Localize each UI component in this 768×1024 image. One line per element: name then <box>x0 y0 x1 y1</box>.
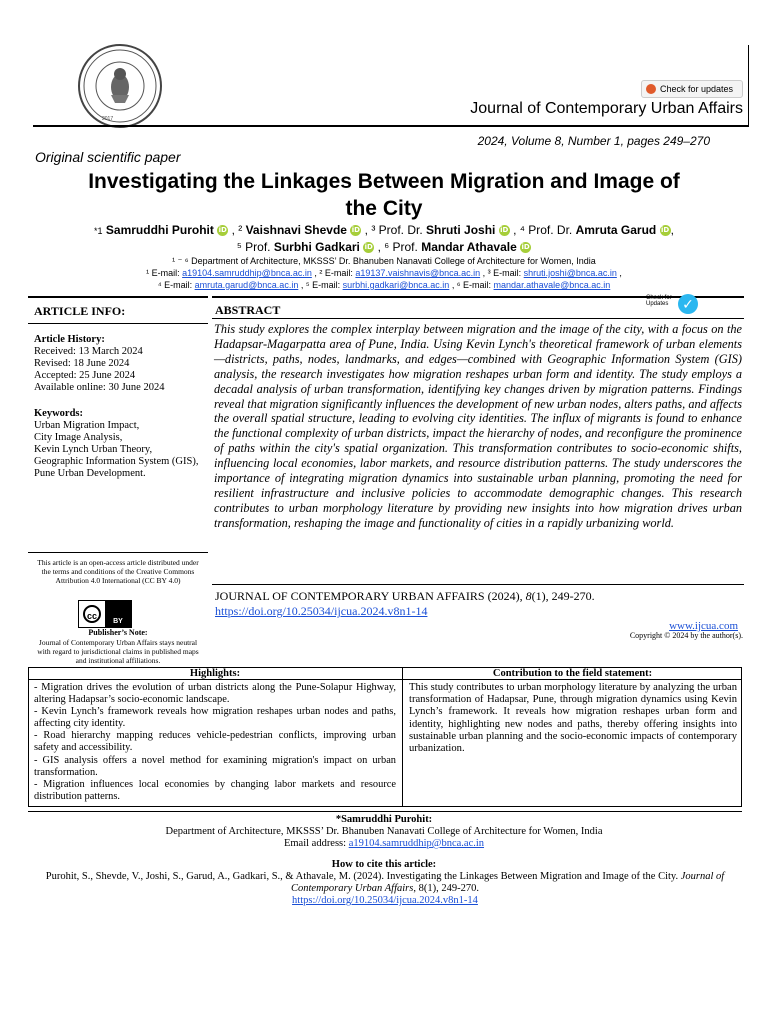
emails-line2 <box>0 280 768 290</box>
cc-by-badge[interactable] <box>78 600 132 628</box>
contribution-heading: Contribution to the field statement: <box>492 668 653 679</box>
publisher-note: Journal of Contemporary Urban Affairs stays neutral with regard to jurisdictional claims in published maps and institutional affiliations. <box>37 638 199 665</box>
abstract-rule <box>212 318 744 319</box>
crossmark-icon <box>646 84 656 94</box>
author5-prefix: ⁵ Prof. <box>236 240 271 254</box>
logo-year: 2017 <box>102 116 114 122</box>
keywords-heading: Keywords: <box>34 408 83 419</box>
citation-rule <box>212 584 744 585</box>
orcid-icon[interactable]: iD <box>364 243 373 252</box>
checkmark-icon: ✓ <box>678 294 698 314</box>
header-rule <box>33 125 749 127</box>
email2-label: , ² E-mail: <box>314 268 353 278</box>
issue-info: 2024, Volume 8, Number 1, pages 249–270 <box>477 134 710 148</box>
orcid-icon[interactable]: iD <box>521 243 530 252</box>
email-label: Email address: <box>283 838 347 849</box>
paper-title <box>0 168 768 222</box>
author3-prefix: , ³ Prof. Dr. <box>364 223 423 237</box>
accepted-date: Accepted: 25 June 2024 <box>34 370 136 381</box>
author2-prefix: , ² <box>231 223 243 237</box>
citation-doi-link[interactable]: https://doi.org/10.25034/ijcua.2024.v8n1-14 <box>215 604 428 618</box>
abstract-heading: ABSTRACT <box>215 303 281 317</box>
journal-seal-icon <box>81 47 159 125</box>
email6-label: , ⁶ E-mail: <box>451 280 492 290</box>
received-date: Received: 13 March 2024 <box>34 346 143 357</box>
paper-title-line1: Investigating the Linkages Between Migration and Image of <box>88 170 680 193</box>
check-for-updates-mini[interactable] <box>646 295 702 312</box>
highlight-item: - Road hierarchy mapping reduces vehicle-pedestrian conflicts, improving urban safety and accessibility. <box>34 730 396 754</box>
check-for-updates-badge[interactable] <box>641 80 743 98</box>
corresponding-name: *Samruddhi Purohit: <box>335 814 433 825</box>
abstract-text: This study explores the complex interplay between migration and the image of the city, with a focus on the Hadapsar-Magarpatta area of Pune, India. Using Kevin Lynch's theoretical framework of urban elements—districts, paths, nodes, landmarks, and edges—combined with Geographic Information System (GIS) analysis, the research investigates how migration reshapes urban form and identity. The study employs a decadal analysis of urban transformation, identifying key changes driven by migration patterns. Findings reveal that migration significantly influences the development of new urban nodes, alters paths, and affects the overall spatial structure, leading to evolving city identities. The influx of migrants is found to enhance the functional complexity of urban districts, impact the hierarchy of nodes, and reconfigure the prominence of paths within the city's spatial organization. This transformation contributes to socio-economic shifts, influencing local economies, labor markets, and resource distribution patterns. The study underscores the importance of integrating migration dynamics into sustainable urban planning, promoting the need for resilient infrastructure and inclusive policies to accommodate demographic changes. This research contributes to urban morphology literature by providing new insights into how migration drives urban transformation, reshaping the image and functionality of cities in a rapidly urbanizing world. <box>214 322 742 530</box>
highlight-item: - GIS analysis offers a novel method for examining migration's impact on urban transformation. <box>34 754 396 778</box>
affiliation: ¹ ⁻ ⁶ Department of Architecture, MKSSS’ Dr. Bhanuben Nanavati College of Architecture for Women, India <box>172 256 596 266</box>
email1-link[interactable]: a19104.samruddhip@bnca.ac.in <box>182 268 312 278</box>
cc-icon: cc <box>83 605 101 623</box>
publisher-note-heading: Publisher’s Note: <box>88 628 148 637</box>
authors-line1 <box>0 223 768 237</box>
highlight-item: - Kevin Lynch’s framework reveals how migration reshapes urban nodes and paths, affecting city identity. <box>34 706 396 730</box>
highlight-item: - Migration drives the evolution of urban districts along the Pune-Solapur Highway, altering Hadapsar’s socio-economic landscape. <box>34 682 396 706</box>
corresponding-email-link[interactable]: a19104.samruddhip@bnca.ac.in <box>348 838 485 849</box>
revised-date: Revised: 18 June 2024 <box>34 358 130 369</box>
table-column-divider <box>402 667 403 807</box>
header-vrule <box>748 45 749 125</box>
check-updates-label: Check for updates <box>660 84 734 94</box>
email6-link[interactable]: mandar.athavale@bnca.ac.in <box>493 280 611 290</box>
email4-link[interactable]: amruta.garud@bnca.ac.in <box>194 280 299 290</box>
author1-name: Samruddhi Purohit <box>105 223 214 237</box>
table-header-divider <box>28 679 742 680</box>
online-date: Available online: 30 June 2024 <box>34 382 165 393</box>
history-heading: Article History: <box>34 334 105 345</box>
cite-text1: Purohit, S., Shevde, V., Joshi, S., Garud, A., Gadkari, S., & Athavale, M. (2024). Investigating the Linkages Between Migration and Image of the City. <box>45 871 679 882</box>
keyword-item: Pune Urban Development. <box>34 468 146 479</box>
authors-line2 <box>0 240 768 254</box>
copyright: Copyright © 2024 by the author(s). <box>629 631 743 640</box>
author5-name: Surbhi Gadkari <box>273 240 360 254</box>
paper-type: Original scientific paper <box>35 149 181 165</box>
check-mini-label: Check for Updates <box>646 295 672 307</box>
keyword-item: Urban Migration Impact, <box>34 420 140 431</box>
article-info-heading: ARTICLE INFO: <box>28 296 208 324</box>
authors-line1-end: , <box>670 223 674 237</box>
author2-name: Vaishnavi Shevde <box>245 223 347 237</box>
email5-label: , ⁵ E-mail: <box>300 280 341 290</box>
website-link[interactable]: www.ijcua.com <box>669 620 738 632</box>
paper-title-line2: the City <box>345 197 423 220</box>
email1-label: ¹ E-mail: <box>146 268 180 278</box>
orcid-icon[interactable]: iD <box>218 226 227 235</box>
author6-prefix: , ⁶ Prof. <box>377 240 418 254</box>
journal-logo <box>78 44 162 128</box>
highlights-heading: Highlights: <box>189 668 241 679</box>
highlight-item: - Migration influences local economies by changing labor markets and resource distribution patterns. <box>34 778 396 802</box>
how-to-cite-text <box>40 871 730 907</box>
orcid-icon[interactable]: iD <box>661 226 670 235</box>
emails-line1 <box>0 268 768 278</box>
keywords <box>28 394 208 480</box>
email3-link[interactable]: shruti.joshi@bnca.ac.in <box>523 268 617 278</box>
footer-rule <box>28 811 742 812</box>
citation-rest: (1), 249-270. <box>531 589 595 603</box>
orcid-icon[interactable]: iD <box>500 226 509 235</box>
corresponding-email <box>0 838 768 849</box>
license-text: This article is an open-access article distributed under the terms and conditions of the Creative Commons Attribution 4.0 International (CC BY 4.0) <box>37 558 199 585</box>
cite-doi-link[interactable]: https://doi.org/10.25034/ijcua.2024.v8n1-14 <box>292 895 478 906</box>
keyword-item: City Image Analysis, <box>34 432 123 443</box>
email5-link[interactable]: surbhi.gadkari@bnca.ac.in <box>342 280 450 290</box>
author4-prefix: , ⁴ Prof. Dr. <box>513 223 573 237</box>
email3-label: , ³ E-mail: <box>482 268 522 278</box>
author4-name: Amruta Garud <box>575 223 657 237</box>
highlights-list <box>34 682 396 803</box>
contribution-text: This study contributes to urban morphology literature by analyzing the urban transformation of Hadapsar, Pune, through migration dynamics using Kevin Lynch’s framework. It reveals how migration reshapes urban form and identity, highlighting new nodes and paths, thereby offering insights into sustainable urban planning and the socio-economic impacts of contemporary urbanization. <box>409 682 737 755</box>
orcid-icon[interactable]: iD <box>351 226 360 235</box>
email2-link[interactable]: a19137.vaishnavis@bnca.ac.in <box>355 268 481 278</box>
citation-line <box>215 589 595 604</box>
keyword-item: Geographic Information System (GIS), <box>34 456 199 467</box>
email4-label: ⁴ E-mail: <box>157 280 193 290</box>
citation-volume: 8 <box>525 589 532 603</box>
cite-journal: Journal of Contemporary Urban Affairs <box>291 871 725 894</box>
author6-name: Mandar Athavale <box>421 240 517 254</box>
journal-name: Journal of Contemporary Urban Affairs <box>470 100 743 117</box>
by-icon: BY <box>105 601 131 627</box>
citation-prefix: JOURNAL OF CONTEMPORARY URBAN AFFAIRS (2024), <box>215 589 523 603</box>
emails-line1-end: , <box>619 268 622 278</box>
author3-name: Shruti Joshi <box>426 223 496 237</box>
author1-mark: *1 <box>94 226 103 236</box>
info-divider <box>28 552 208 553</box>
article-history <box>28 324 208 394</box>
corresponding-dept: Department of Architecture, MKSSS’ Dr. Bhanuben Nanavati College of Architecture for Women, India <box>165 826 603 837</box>
keyword-item: Kevin Lynch Urban Theory, <box>34 444 153 455</box>
cite-text2: , 8(1), 249-270. <box>413 883 479 894</box>
how-to-cite-heading: How to cite this article: <box>331 859 437 870</box>
